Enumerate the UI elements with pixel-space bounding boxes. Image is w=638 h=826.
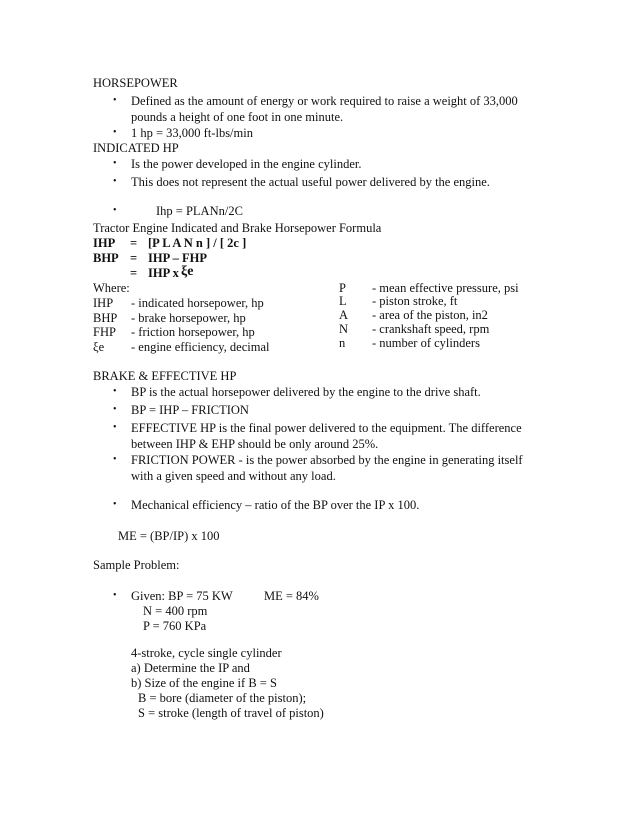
section-heading-horsepower: HORSEPOWER — [93, 76, 178, 90]
brake-bullet-3-line-2: between IHP & EHP should be only around 25%. — [131, 437, 379, 451]
def-left-desc: - friction horsepower, hp — [131, 325, 255, 339]
brake-bullet-5: Mechanical efficiency – ratio of the BP over the IP x 100. — [131, 498, 420, 512]
bullet: • — [113, 95, 117, 106]
bullet: • — [113, 404, 117, 415]
sample-stroke-def: S = stroke (length of travel of piston) — [138, 706, 324, 720]
brake-bullet-4-line-1: FRICTION POWER - is the power absorbed by the engine in generating itself — [131, 453, 523, 467]
sample-given-bp: Given: BP = 75 KW — [131, 589, 233, 603]
def-right-symbol: A — [339, 308, 349, 322]
def-left-symbol: ξe — [93, 340, 105, 354]
formula-efficiency-expression: IHP x — [148, 266, 179, 280]
def-left-desc: - indicated horsepower, hp — [131, 296, 264, 310]
formula-ihp-symbol: IHP — [93, 236, 116, 250]
def-left-symbol: FHP — [93, 325, 116, 339]
where-label: Where: — [93, 281, 130, 295]
formula-equals: = — [130, 236, 138, 250]
sample-part-a: a) Determine the IP and — [131, 661, 250, 675]
section-heading-brake: BRAKE & EFFECTIVE HP — [93, 369, 237, 383]
me-equation: ME = (BP/IP) x 100 — [118, 529, 220, 543]
bullet: • — [113, 176, 117, 187]
def-right-desc: - area of the piston, in2 — [372, 308, 488, 322]
formula-equals: = — [130, 251, 138, 265]
def-left-symbol: BHP — [93, 311, 118, 325]
horsepower-bullet-1-line-1: Defined as the amount of energy or work required to raise a weight of 33,000 — [131, 94, 518, 108]
bullet: • — [113, 158, 117, 169]
bullet: • — [113, 422, 117, 433]
formula-title: Tractor Engine Indicated and Brake Horsepower Formula — [93, 221, 382, 235]
bullet: • — [113, 386, 117, 397]
brake-bullet-3-line-1: EFFECTIVE HP is the final power delivered to the equipment. The difference — [131, 421, 522, 435]
section-heading-indicated: INDICATED HP — [93, 141, 179, 155]
bullet: • — [113, 590, 117, 601]
def-right-desc: - piston stroke, ft — [372, 294, 458, 308]
def-left-desc: - engine efficiency, decimal — [131, 340, 270, 354]
brake-bullet-2: BP = IHP – FRICTION — [131, 403, 249, 417]
formula-xi-symbol: ξe — [181, 264, 194, 279]
brake-bullet-4-line-2: with a given speed and without any load. — [131, 469, 336, 483]
sample-heading: Sample Problem: — [93, 558, 180, 572]
sample-given-n: N = 400 rpm — [143, 604, 208, 618]
bullet: • — [113, 499, 117, 510]
indicated-bullet-1: Is the power developed in the engine cylinder. — [131, 157, 362, 171]
def-right-symbol: n — [339, 336, 346, 350]
def-right-desc: - mean effective pressure, psi — [372, 281, 519, 295]
sample-cycle: 4-stroke, cycle single cylinder — [131, 646, 282, 660]
indicated-bullet-2: This does not represent the actual useful power delivered by the engine. — [131, 175, 490, 189]
brake-bullet-1: BP is the actual horsepower delivered by the engine to the drive shaft. — [131, 385, 481, 399]
formula-bhp-expression: IHP – FHP — [148, 251, 208, 265]
def-left-symbol: IHP — [93, 296, 114, 310]
formula-bhp-symbol: BHP — [93, 251, 119, 265]
bullet: • — [113, 205, 117, 216]
sample-part-b: b) Size of the engine if B = S — [131, 676, 277, 690]
def-right-desc: - number of cylinders — [372, 336, 480, 350]
def-right-desc: - crankshaft speed, rpm — [372, 322, 490, 336]
sample-bore-def: B = bore (diameter of the piston); — [138, 691, 307, 705]
sample-given-me: ME = 84% — [264, 589, 319, 603]
bullet: • — [113, 454, 117, 465]
horsepower-bullet-2: 1 hp = 33,000 ft-lbs/min — [131, 126, 253, 140]
sample-given-p: P = 760 KPa — [143, 619, 207, 633]
def-left-desc: - brake horsepower, hp — [131, 311, 246, 325]
formula-ihp-expression: [P L A N n ] / [ 2c ] — [148, 236, 247, 250]
def-right-symbol: P — [339, 281, 346, 295]
def-right-symbol: L — [339, 294, 347, 308]
def-right-symbol: N — [339, 322, 349, 336]
ihp-equation: Ihp = PLANn/2C — [156, 204, 243, 218]
horsepower-bullet-1-line-2: pounds a height of one foot in one minute. — [131, 110, 344, 124]
formula-equals: = — [130, 266, 138, 280]
bullet: • — [113, 127, 117, 138]
